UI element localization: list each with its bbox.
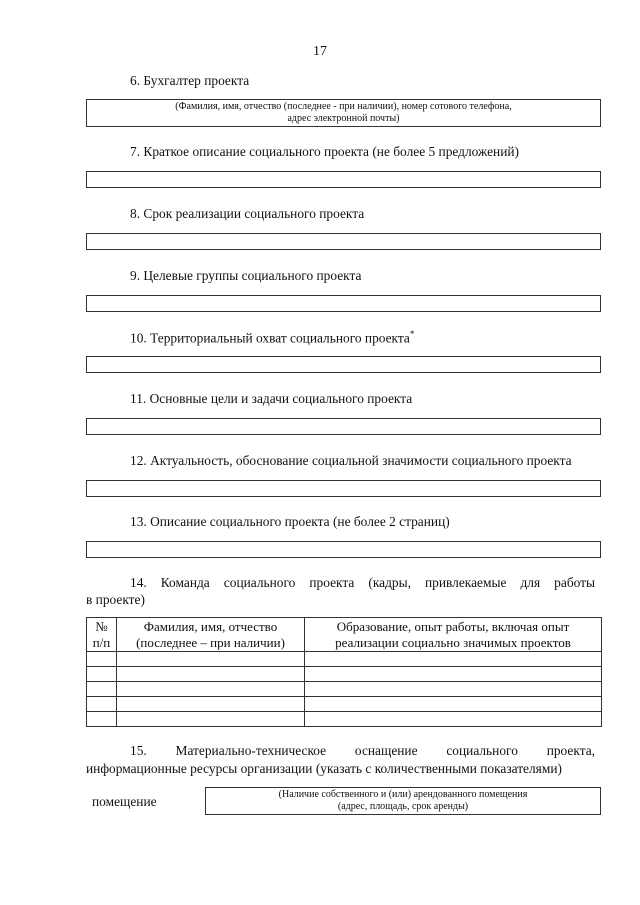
col-number-header bbox=[87, 618, 117, 652]
footnote-mark: * bbox=[409, 329, 415, 339]
col-name-header bbox=[117, 618, 305, 652]
table-cell[interactable] bbox=[305, 682, 602, 697]
table-cell[interactable] bbox=[87, 712, 117, 727]
relevance-field[interactable] bbox=[86, 480, 601, 497]
section-9-title: 9. Целевые группы социального проекта bbox=[130, 268, 362, 283]
table-cell[interactable] bbox=[117, 682, 305, 697]
premises-label: помещение bbox=[92, 794, 157, 809]
table-cell[interactable] bbox=[87, 652, 117, 667]
caption-line: (адрес, площадь, срок аренды) bbox=[337, 801, 469, 812]
table-row bbox=[87, 667, 602, 682]
table-cell[interactable] bbox=[305, 667, 602, 682]
accountant-caption bbox=[87, 100, 600, 125]
header-line: Фамилия, имя, отчество bbox=[143, 618, 278, 634]
header-line: Образование, опыт работы, включая опыт bbox=[336, 618, 570, 634]
goals-tasks-field[interactable] bbox=[86, 418, 601, 435]
short-description-field[interactable] bbox=[86, 171, 601, 188]
table-cell[interactable] bbox=[87, 667, 117, 682]
header-line: реализации социально значимых проектов bbox=[335, 634, 571, 650]
section-14-title: 14. Команда социального проекта (кадры, привлекаемые для работы bbox=[130, 575, 595, 590]
premises-field[interactable] bbox=[205, 787, 601, 815]
project-description-field[interactable] bbox=[86, 541, 601, 558]
accountant-field[interactable] bbox=[86, 99, 601, 127]
section-15-title: 15. Материально-техническое оснащение социального проекта, bbox=[130, 743, 595, 758]
caption-line: (Фамилия, имя, отчество (последнее - при наличии), номер сотового телефона, bbox=[175, 101, 512, 112]
section-15-title-cont: информационные ресурсы организации (указать с количественными показателями) bbox=[86, 761, 562, 776]
section-11-title: 11. Основные цели и задачи социального проекта bbox=[130, 391, 413, 406]
section-6-title: 6. Бухгалтер проекта bbox=[130, 73, 250, 88]
table-cell[interactable] bbox=[305, 712, 602, 727]
section-7-title: 7. Краткое описание социального проекта (не более 5 предложений) bbox=[130, 144, 519, 159]
section-10-title-text: 10. Территориальный охват социального проекта bbox=[130, 330, 410, 346]
section-14-title-cont: в проекте) bbox=[86, 592, 145, 607]
table-cell[interactable] bbox=[117, 712, 305, 727]
caption-line: адрес электронной почты) bbox=[287, 113, 400, 124]
team-table bbox=[86, 617, 602, 727]
table-row bbox=[87, 712, 602, 727]
header-line: № bbox=[95, 618, 108, 634]
table-cell[interactable] bbox=[117, 652, 305, 667]
section-8-title: 8. Срок реализации социального проекта bbox=[130, 206, 365, 221]
page-number: 17 bbox=[313, 44, 327, 59]
section-10-title bbox=[130, 329, 414, 346]
table-row bbox=[87, 682, 602, 697]
table-cell[interactable] bbox=[305, 652, 602, 667]
territorial-coverage-field[interactable] bbox=[86, 356, 601, 373]
table-cell[interactable] bbox=[117, 697, 305, 712]
table-cell[interactable] bbox=[87, 697, 117, 712]
table-row bbox=[87, 697, 602, 712]
caption-line: (Наличие собственного и (или) арендованного помещения bbox=[278, 789, 528, 800]
section-13-title: 13. Описание социального проекта (не более 2 страниц) bbox=[130, 514, 450, 529]
col-experience-header bbox=[305, 618, 602, 652]
table-cell[interactable] bbox=[117, 667, 305, 682]
implementation-period-field[interactable] bbox=[86, 233, 601, 250]
header-line: (последнее – при наличии) bbox=[136, 634, 285, 650]
table-cell[interactable] bbox=[305, 697, 602, 712]
header-line: п/п bbox=[92, 634, 111, 650]
table-cell[interactable] bbox=[87, 682, 117, 697]
target-groups-field[interactable] bbox=[86, 295, 601, 312]
table-row bbox=[87, 652, 602, 667]
premises-caption bbox=[206, 788, 600, 813]
section-12-title: 12. Актуальность, обоснование социальной значимости социального проекта bbox=[130, 453, 572, 468]
